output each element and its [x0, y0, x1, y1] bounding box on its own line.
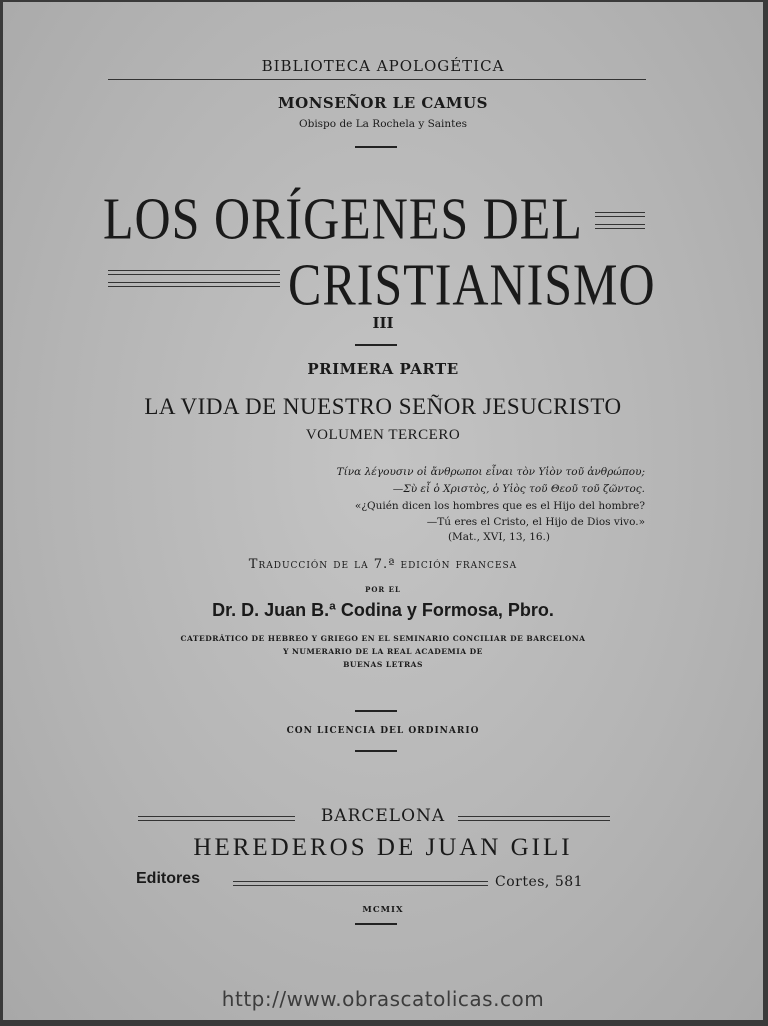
author-role: Obispo de La Rochela y Saintes	[298, 118, 467, 130]
volume-label: VOLUMEN TERCERO	[305, 427, 461, 443]
publisher-name: HEREDEROS DE JUAN GILI	[193, 834, 573, 861]
watermark-url: http://www.obrascatolicas.com	[221, 987, 545, 1011]
divider-short	[355, 344, 397, 346]
volume-number: III	[372, 314, 394, 332]
subtitle: LA VIDA DE NUESTRO SEÑOR JESUCRISTO	[144, 394, 622, 419]
translator-name: Dr. D. Juan B.ª Codina y Formosa, Pbro.	[212, 600, 554, 620]
translation-line: Traducción de la 7.ª edición francesa	[248, 557, 518, 572]
epigraph-greek-1: Τίνα λέγουσιν οἱ ἄνθρωποι εἶναι τὸν Υἱὸν τοῦ ἀνθρώπου;	[336, 466, 645, 478]
epigraph-spanish-1: «¿Quién dicen los hombres que es el Hijo del hombre?	[354, 500, 645, 512]
translator-by: POR EL	[365, 585, 401, 594]
author-name: MONSEÑOR LE CAMUS	[278, 94, 488, 112]
part-title: PRIMERA PARTE	[307, 360, 459, 378]
main-title-line-2: CRISTIANISMO	[288, 251, 656, 318]
header-rule	[108, 79, 646, 80]
divider-short	[355, 146, 397, 148]
title-ornament-right-2	[595, 224, 645, 229]
title-ornament-right	[595, 212, 645, 217]
translator-credentials-3: BUENAS LETRAS	[343, 660, 423, 669]
address-ornament	[233, 881, 488, 886]
divider-short	[355, 710, 397, 712]
main-title-line-1: LOS ORÍGENES DEL	[103, 185, 583, 252]
title-page	[3, 2, 763, 1020]
translator-credentials-2: Y NUMERARIO DE LA REAL ACADEMIA DE	[283, 647, 483, 656]
translator-credentials-1: CATEDRÁTICO DE HEBREO Y GRIEGO EN EL SEMINARIO CONCILIAR DE BARCELONA	[180, 634, 586, 643]
title-ornament-left	[108, 270, 280, 275]
publisher-address: Cortes, 581	[495, 874, 584, 890]
license-note: CON LICENCIA DEL ORDINARIO	[286, 726, 480, 736]
epigraph-citation: (Mat., XVI, 13, 16.)	[447, 531, 550, 543]
divider-short	[355, 923, 397, 925]
series-title: BIBLIOTECA APOLOGÉTICA	[261, 57, 505, 75]
publisher-role: Editores	[136, 870, 201, 887]
title-ornament-left-2	[108, 282, 280, 287]
city-ornament-right	[458, 816, 610, 821]
epigraph-spanish-2: —Tú eres el Cristo, el Hijo de Dios vivo.»	[426, 516, 645, 528]
divider-short	[355, 750, 397, 752]
imprint-city: BARCELONA	[320, 806, 446, 826]
publication-year: MCMIX	[362, 905, 404, 915]
epigraph-greek-2: —Σὺ εἶ ὁ Χριστὸς, ὁ Υἱὸς τοῦ Θεοῦ τοῦ ζῶντος.	[392, 483, 645, 495]
